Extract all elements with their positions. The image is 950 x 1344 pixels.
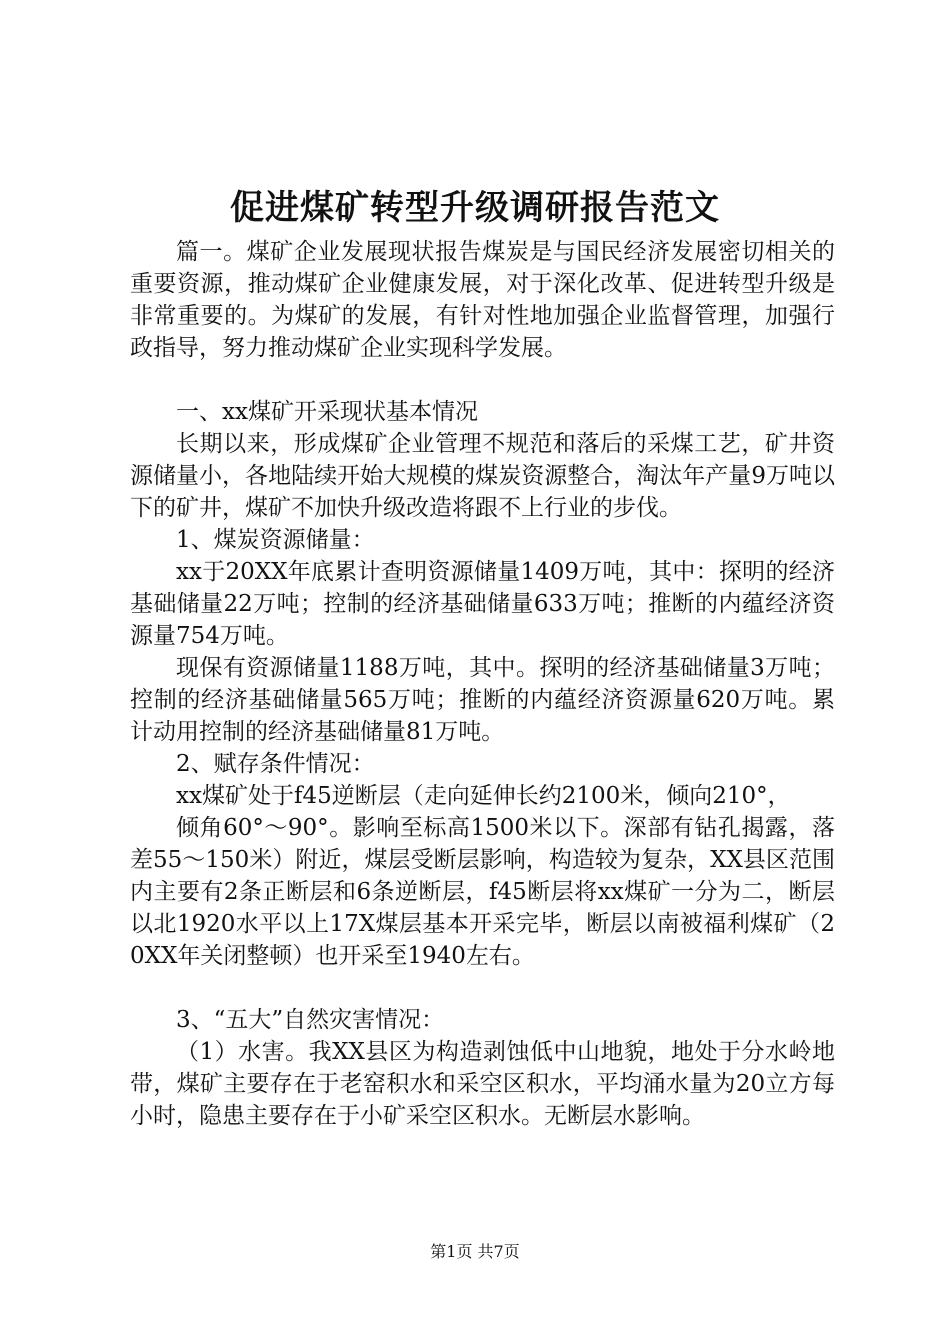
section-heading-1: 一、xx煤矿开采现状基本情况 xyxy=(176,399,478,425)
document-body xyxy=(130,236,835,1132)
page-number-footer: 第1页 共7页 xyxy=(430,1242,520,1261)
body-paragraph: xx于20XX年底累计查明资源储量1409万吨，其中：探明的经济基础储量22万吨；控制的经济基础储量633万吨；推断的内蕴经济资源量754万吨。 xyxy=(130,559,835,649)
body-paragraph: xx煤矿处于f45逆断层（走向延伸长约2100米，倾向210°， xyxy=(176,783,791,809)
subsection-heading-disasters: 3、“五大”自然灾害情况： xyxy=(176,1007,445,1033)
body-paragraph: （1）水害。我XX县区为构造剥蚀低中山地貌，地处于分水岭地带，煤矿主要存在于老窑积水和采空区积水，平均涌水量为20立方每小时，隐患主要存在于小矿采空区积水。无断层水影响。 xyxy=(130,1039,835,1129)
body-paragraph: 长期以来，形成煤矿企业管理不规范和落后的采煤工艺，矿井资源储量小，各地陆续开始大规模的煤炭资源整合，淘汰年产量9万吨以下的矿井，煤矿不加快升级改造将跟不上行业的步伐。 xyxy=(130,431,835,521)
subsection-heading-occurrence: 2、赋存条件情况： xyxy=(176,751,375,777)
body-paragraph: 现保有资源储量1188万吨，其中。探明的经济基础储量3万吨；控制的经济基础储量565万吨；推断的内蕴经济资源量620万吨。累计动用控制的经济基础储量81万吨。 xyxy=(130,655,835,745)
intro-paragraph: 篇一。煤矿企业发展现状报告煤炭是与国民经济发展密切相关的重要资源，推动煤矿企业健康发展，对于深化改革、促进转型升级是非常重要的。为煤矿的发展，有针对性地加强企业监督管理，加强行政指导，努力推动煤矿企业实现科学发展。 xyxy=(130,239,835,361)
subsection-heading-coal-reserves: 1、煤炭资源储量： xyxy=(176,527,375,553)
body-paragraph: 倾角60°～90°。影响至标高1500米以下。深部有钻孔揭露，落差55～150米）附近，煤层受断层影响，构造较为复杂，XX县区范围内主要有2条正断层和6条逆断层，f45断层将xx煤矿一分为二，断层以北1920水平以上17X煤层基本开采完毕，断层以南被福利煤矿（20XX年关闭整顿）也开采至1940左右。 xyxy=(130,815,835,969)
document-title: 促进煤矿转型升级调研报告范文 xyxy=(230,188,720,228)
